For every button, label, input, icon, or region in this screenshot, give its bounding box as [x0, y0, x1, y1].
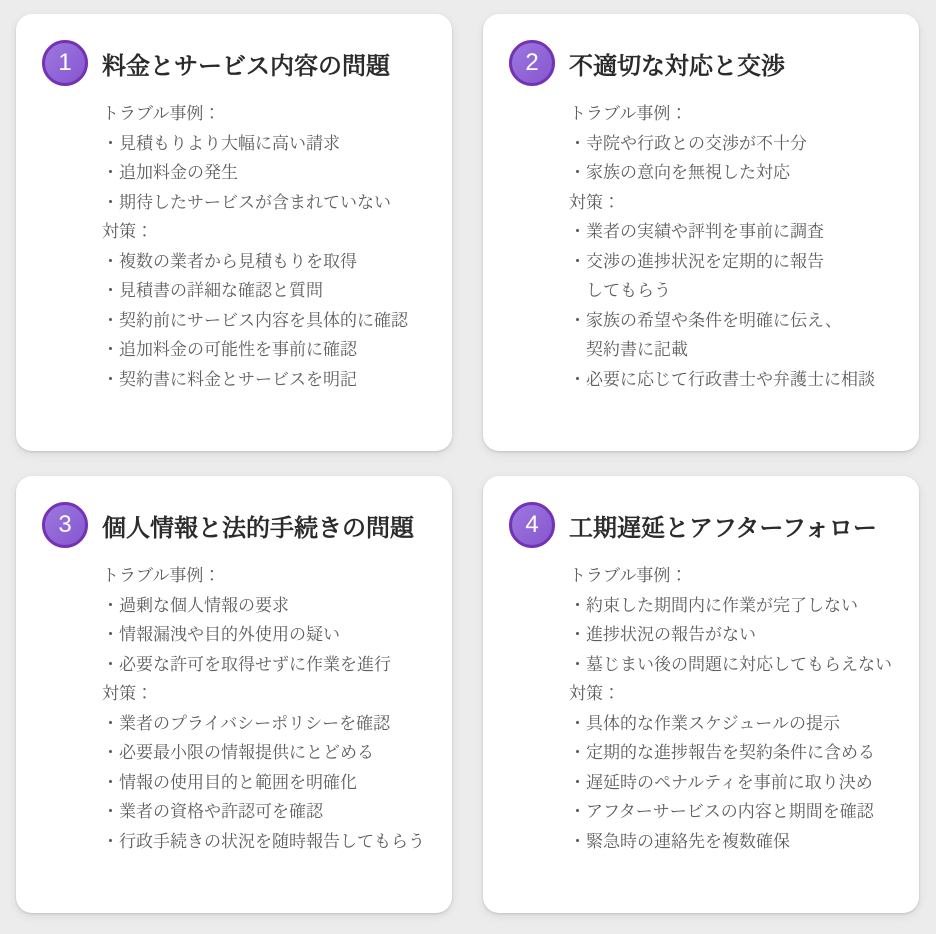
bullet-item: ・追加料金の発生: [102, 163, 238, 182]
topic-card: [16, 476, 452, 913]
bullet-item: ・遅延時のペナルティを事前に取り決め: [569, 772, 873, 792]
card-title: 個人情報と法的手続きの問題: [102, 514, 414, 542]
bullet-item: ・家族の希望や条件を明確に伝え、: [569, 310, 843, 330]
bullet-item: ・見積書の詳細な確認と質問: [102, 281, 323, 300]
bullet-item: ・必要最小限の情報提供にとどめる: [102, 743, 374, 762]
bullet-item: ・業者の資格や許認可を確認: [102, 802, 323, 821]
badge-number: 3: [58, 511, 72, 538]
bullet-item: ・定期的な進捗報告を契約条件に含める: [569, 743, 875, 762]
badge-number: 2: [525, 49, 539, 76]
card-body: [102, 99, 434, 394]
section-label: トラブル事例：: [102, 566, 221, 585]
number-badge: [509, 40, 555, 86]
bullet-item: ・アフターサービスの内容と期間を確認: [569, 802, 874, 821]
card-header: [509, 502, 901, 548]
bullet-item: ・寺院や行政との交渉が不十分: [569, 133, 807, 153]
number-badge: [42, 502, 88, 548]
card-header: [42, 502, 434, 548]
topic-card: [483, 476, 919, 913]
bullet-item: ・墓じまい後の問題に対応してもらえない: [569, 654, 892, 674]
bullet-item: ・交渉の進捗状況を定期的に報告: [569, 251, 824, 271]
section-label: 対策：: [102, 684, 153, 703]
number-badge: [42, 40, 88, 86]
card-body: [569, 99, 901, 394]
card-header: [42, 40, 434, 86]
bullet-item: ・期待したサービスが含まれていない: [102, 192, 391, 212]
bullet-item: ・必要に応じて行政書士や弁護士に相談: [569, 369, 875, 389]
section-label: トラブル事例：: [569, 566, 688, 585]
bullet-continuation: 契約書に記載: [586, 340, 688, 359]
bullet-continuation: してもらう: [586, 281, 671, 300]
bullet-item: ・過剰な個人情報の要求: [102, 595, 289, 615]
topic-card: [483, 14, 919, 451]
bullet-item: ・契約書に料金とサービスを明記: [102, 369, 357, 389]
section-label: 対策：: [569, 192, 620, 212]
card-body: [102, 561, 434, 856]
card-title: 不適切な対応と交渉: [569, 52, 785, 80]
topic-card: [16, 14, 452, 451]
bullet-item: ・複数の業者から見積もりを取得: [102, 251, 357, 271]
bullet-item: ・情報の使用目的と範囲を明確化: [102, 772, 357, 792]
bullet-item: ・進捗状況の報告がない: [569, 625, 756, 644]
bullet-item: ・見積もりより大幅に高い請求: [102, 133, 340, 153]
card-title: 工期遅延とアフターフォロー: [569, 514, 877, 542]
bullet-item: ・行政手続きの状況を随時報告してもらう: [102, 831, 425, 851]
section-label: トラブル事例：: [102, 104, 221, 123]
bullet-item: ・家族の意向を無視した対応: [569, 163, 790, 182]
bullet-item: ・約束した期間内に作業が完了しない: [569, 595, 858, 615]
section-label: トラブル事例：: [569, 104, 688, 123]
cards-grid: [16, 14, 919, 913]
bullet-item: ・具体的な作業スケジュールの提示: [569, 713, 840, 733]
card-title: 料金とサービス内容の問題: [102, 52, 390, 80]
bullet-item: ・緊急時の連絡先を複数確保: [569, 831, 790, 851]
badge-number: 4: [525, 511, 539, 538]
section-label: 対策：: [569, 684, 620, 703]
number-badge: [509, 502, 555, 548]
section-label: 対策：: [102, 222, 153, 241]
badge-number: 1: [58, 49, 72, 76]
card-body: [569, 561, 901, 856]
bullet-item: ・情報漏洩や目的外使用の疑い: [102, 625, 340, 644]
bullet-item: ・業者のプライバシーポリシーを確認: [102, 713, 391, 733]
bullet-item: ・追加料金の可能性を事前に確認: [102, 340, 357, 359]
bullet-item: ・業者の実績や評判を事前に調査: [569, 222, 824, 241]
bullet-item: ・契約前にサービス内容を具体的に確認: [102, 310, 408, 330]
bullet-item: ・必要な許可を取得せずに作業を進行: [102, 654, 391, 674]
card-header: [509, 40, 901, 86]
